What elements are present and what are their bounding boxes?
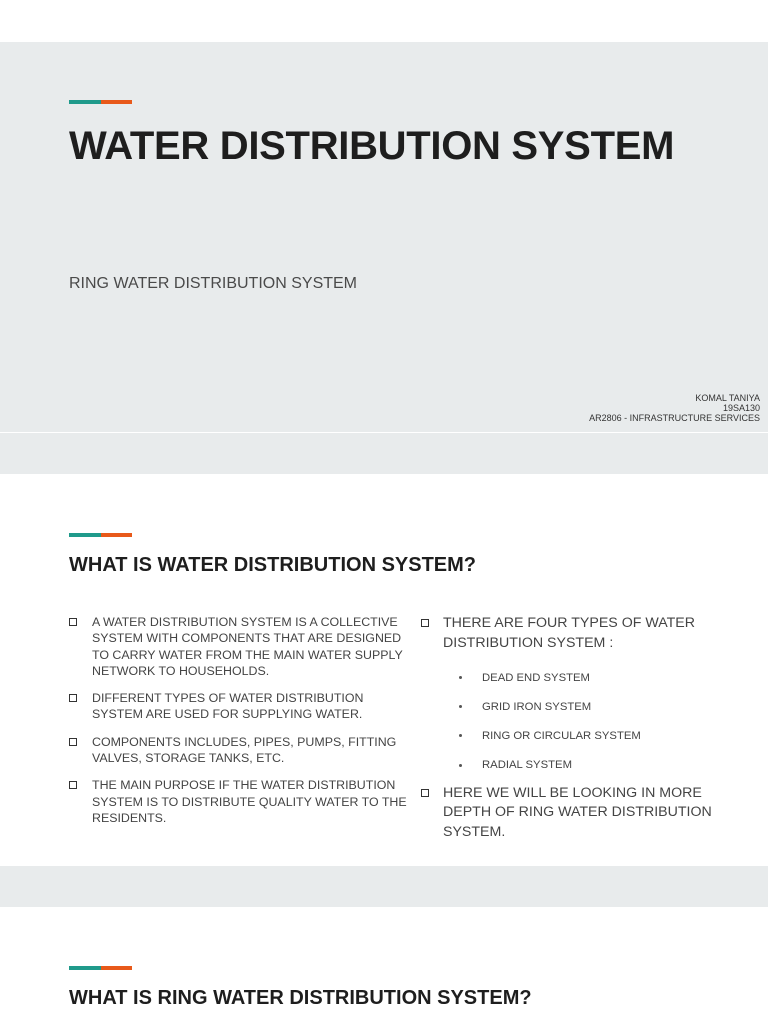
slide-title: WATER DISTRIBUTION SYSTEM — [69, 124, 675, 168]
section-heading: WHAT IS RING WATER DISTRIBUTION SYSTEM? — [69, 987, 532, 1009]
type-item: DEAD END SYSTEM — [421, 663, 751, 692]
left-column — [69, 614, 414, 837]
slide-subtitle: RING WATER DISTRIBUTION SYSTEM — [69, 275, 358, 292]
course-name: AR2806 - INFRASTRUCTURE SERVICES — [589, 413, 760, 423]
type-item: RADIAL SYSTEM — [421, 751, 751, 780]
list-item: THERE ARE FOUR TYPES OF WATER DISTRIBUTION SYSTEM : — [421, 614, 751, 653]
slide-separator — [0, 866, 768, 907]
dot-icon — [459, 764, 462, 767]
dot-icon — [459, 734, 462, 737]
author-name: KOMAL TANIYA — [695, 393, 760, 403]
square-checkbox-icon — [69, 781, 77, 789]
dot-icon — [459, 705, 462, 708]
right-column — [421, 614, 751, 842]
dot-icon — [459, 676, 462, 679]
list-item: DIFFERENT TYPES OF WATER DISTRIBUTION SYSTEM ARE USED FOR SUPPLYING WATER. — [69, 690, 414, 723]
accent-teal-segment — [69, 100, 101, 104]
author-id: 19SA130 — [722, 403, 760, 413]
accent-bar — [69, 966, 132, 970]
accent-orange-segment — [101, 533, 132, 537]
title-slide — [0, 42, 768, 432]
ring-system-slide — [0, 907, 768, 1024]
accent-bar — [69, 533, 132, 537]
list-item: A WATER DISTRIBUTION SYSTEM IS A COLLECTIVE SYSTEM WITH COMPONENTS THAT ARE DESIGNED TO CARRY WATER FROM THE MAIN WATER SUPPLY NETWORK TO HOUSEHOLDS. — [69, 614, 414, 679]
accent-bar — [69, 100, 132, 104]
accent-orange-segment — [101, 100, 132, 104]
square-checkbox-icon — [421, 619, 429, 627]
list-item: COMPONENTS INCLUDES, PIPES, PUMPS, FITTING VALVES, STORAGE TANKS, ETC. — [69, 734, 414, 767]
accent-orange-segment — [101, 966, 132, 970]
accent-teal-segment — [69, 533, 101, 537]
section-heading: WHAT IS WATER DISTRIBUTION SYSTEM? — [69, 554, 477, 576]
list-item: HERE WE WILL BE LOOKING IN MORE DEPTH OF RING WATER DISTRIBUTION SYSTEM. — [421, 784, 751, 843]
square-checkbox-icon — [69, 694, 77, 702]
accent-teal-segment — [69, 966, 101, 970]
type-item: GRID IRON SYSTEM — [421, 692, 751, 721]
slide-separator — [0, 432, 768, 475]
square-checkbox-icon — [69, 618, 77, 626]
types-list — [421, 663, 751, 780]
intro-slide — [0, 474, 768, 866]
square-checkbox-icon — [69, 738, 77, 746]
square-checkbox-icon — [421, 789, 429, 797]
list-item: THE MAIN PURPOSE IF THE WATER DISTRIBUTION SYSTEM IS TO DISTRIBUTE QUALITY WATER TO THE RESIDENTS. — [69, 777, 414, 826]
type-item: RING OR CIRCULAR SYSTEM — [421, 721, 751, 750]
author-info — [589, 393, 760, 423]
